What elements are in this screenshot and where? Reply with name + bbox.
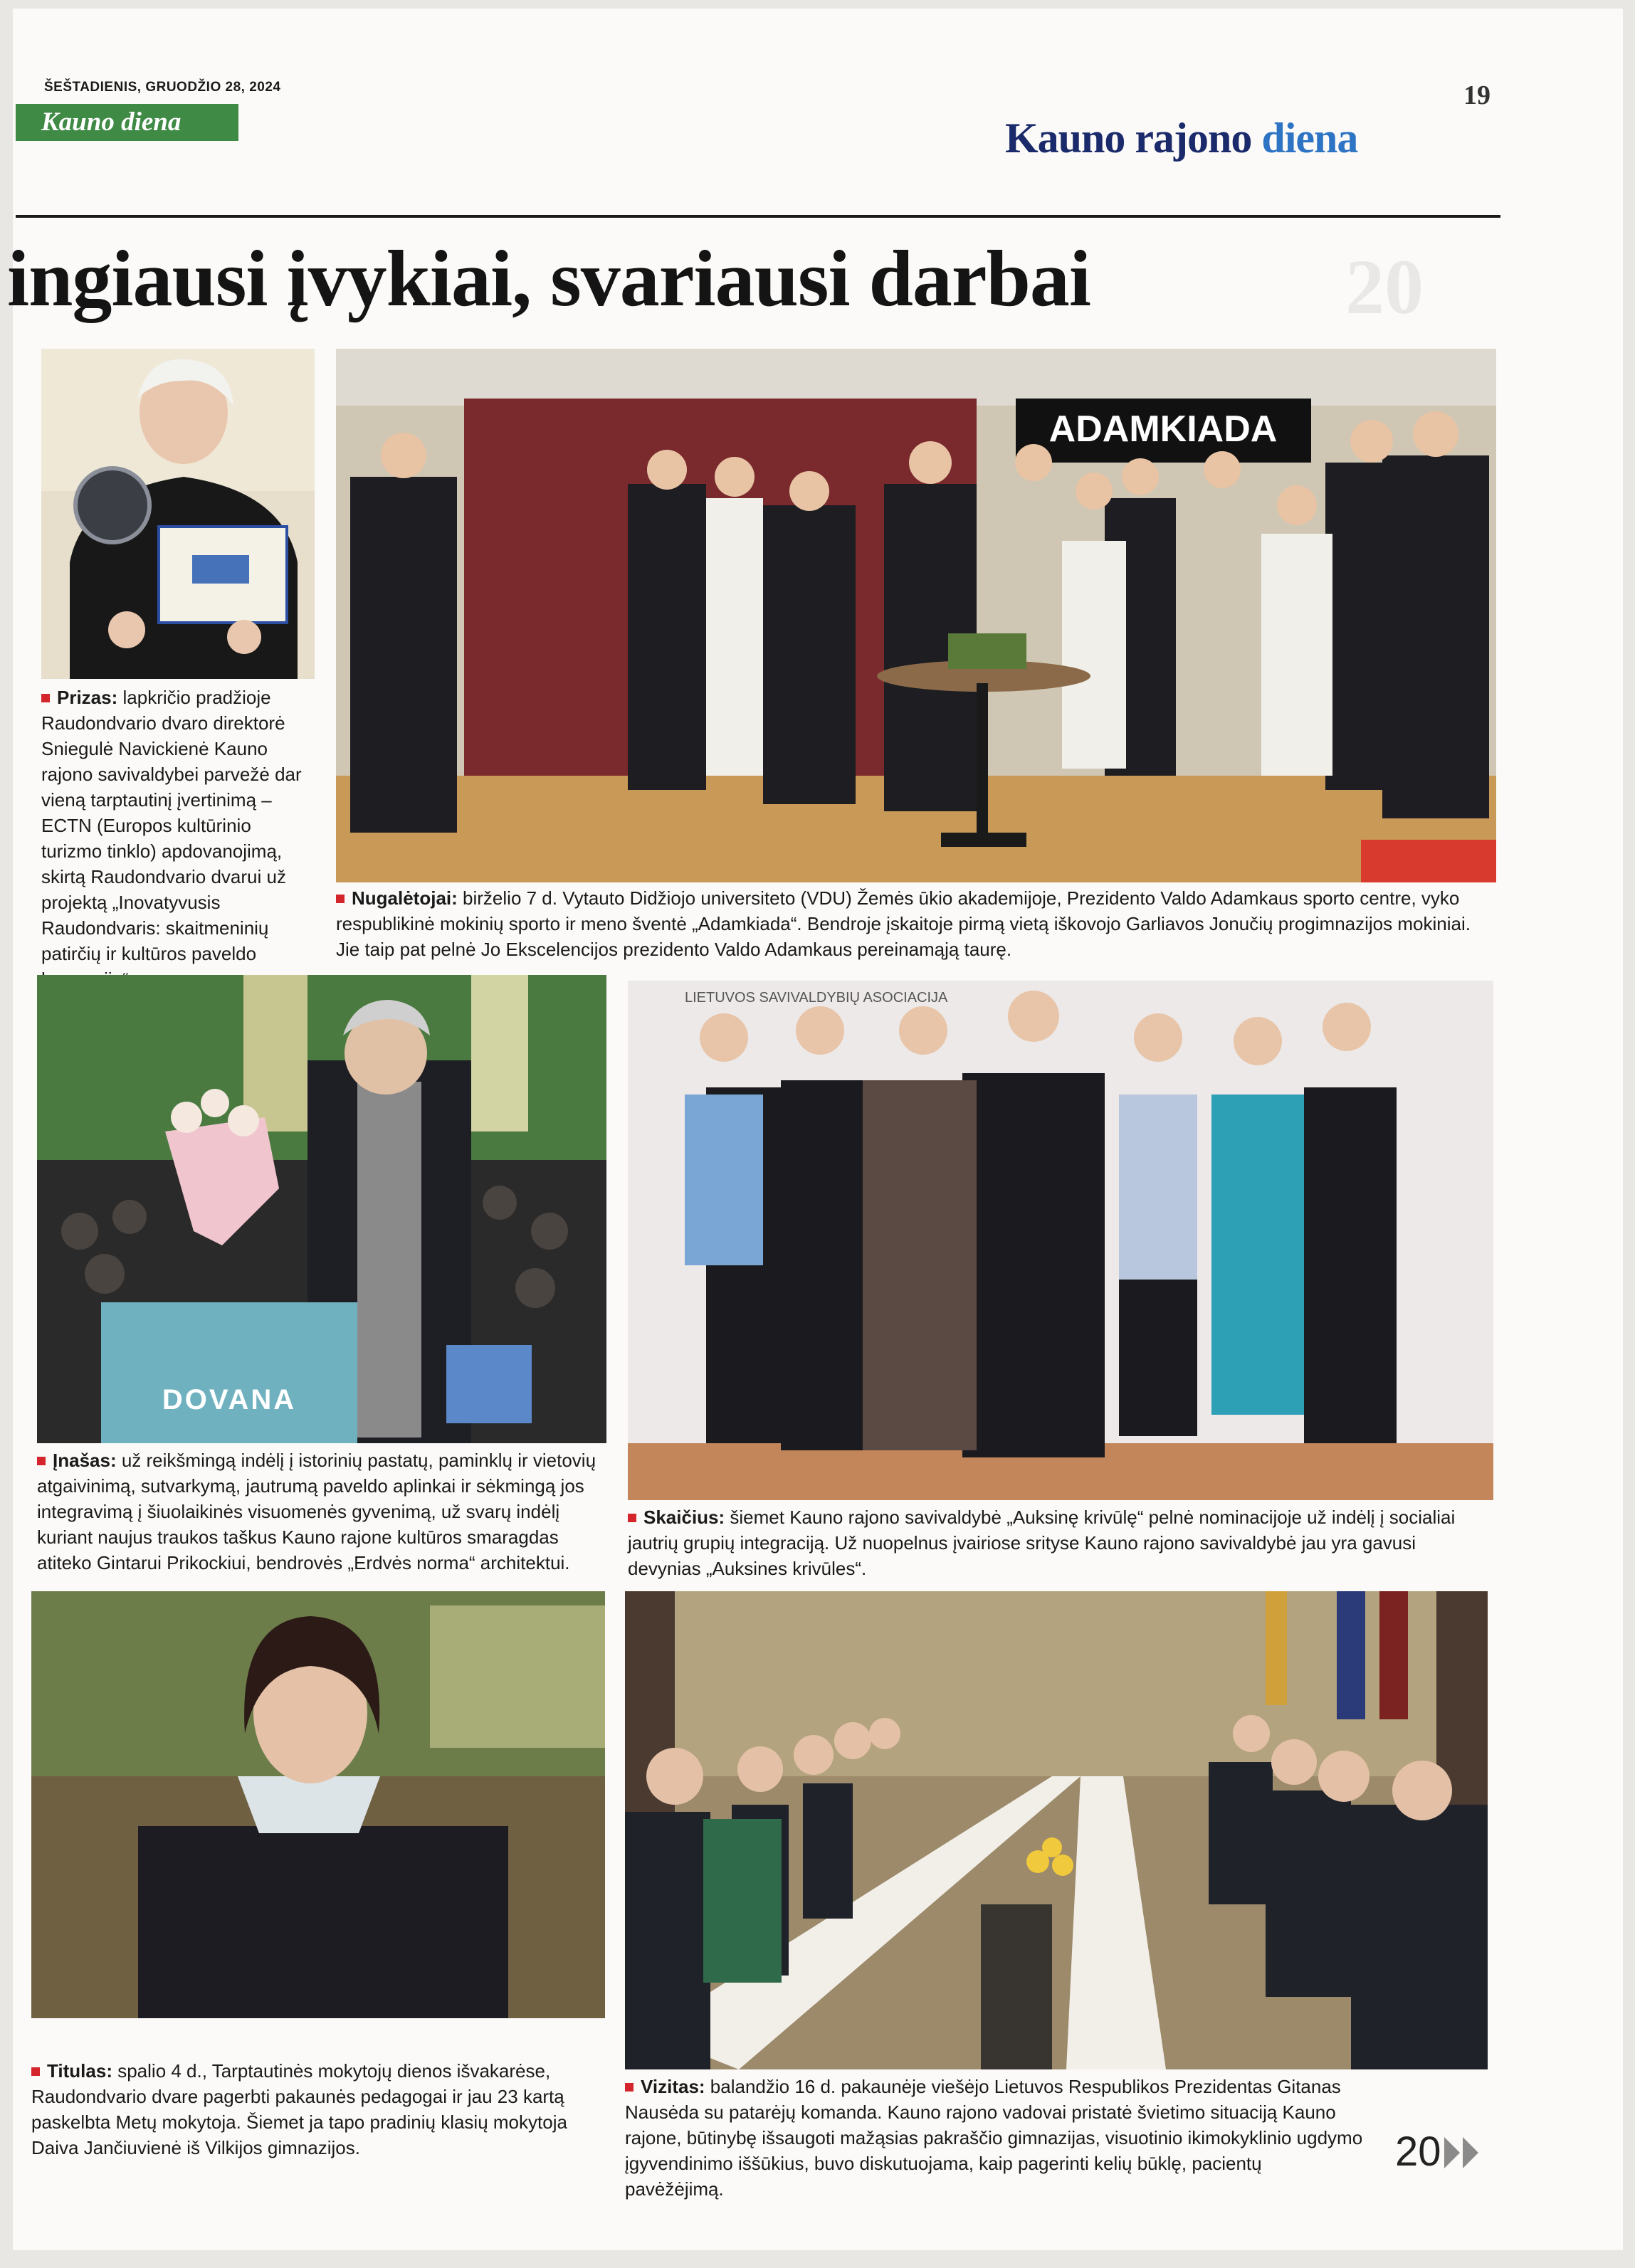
caption-marker (41, 694, 50, 702)
caption-marker (37, 1457, 46, 1465)
continued-on-page (1395, 2128, 1478, 2175)
caption-body: lapkričio pradžioje Raudondvario dvaro direktorė Sniegulė Navickienė Kauno rajono savivaldybei parvežė dar vieną tarptautinį įvertinimą – ECTN (Europos kultūrinio turizmo tinklo) apdovanojimą, skirtą Raudondvario dvarui už projektą „Inovatyvusis Raudondvaris: skaitmeninių patirčių ir kultūros paveldo (41, 687, 302, 964)
header-rule (16, 215, 1500, 218)
page-number: 19 (1463, 80, 1491, 110)
presidential-visit-photo (625, 1591, 1488, 2069)
page-headline: ingiausi įvykiai, svariausi darbai (7, 235, 1090, 323)
award-photo (41, 349, 315, 679)
caption-lead: Titulas: (47, 2060, 112, 2082)
teacher-portrait-photo (31, 1591, 605, 2018)
issue-date: ŠEŠTADIENIS, GRUODŽIO 28, 2024 (44, 80, 281, 95)
section-brand (1005, 114, 1357, 163)
caption-lead: Įnašas: (53, 1450, 117, 1471)
caption-contribution (37, 1447, 606, 1576)
adamkiada-group-photo (336, 349, 1496, 882)
municipality-award-photo (628, 981, 1493, 1500)
caption-title (31, 2058, 605, 2161)
next-page-number: 20 (1395, 2129, 1441, 2175)
caption-body: balandžio 16 d. pakaunėje viešėjo Lietuvos Respublikos Prezidentas Gitanas Nausėda su patarėjų komanda. Kauno rajono vadovai pristatė švietimo situaciją Kauno rajone, būtinybę išsaugoti mažąsias pakraščio gimnazijas, visuotinio ikimokyklinio ugdymo įgyvendinimo iššūkius, buvo diskutuojama, kaip pagerinti kelių būklę, pacientų pavėžėjimą. (625, 2076, 1363, 2200)
caption-number (628, 1504, 1493, 1581)
caption-visit (625, 2074, 1365, 2202)
brand-main: Kauno rajono (1005, 115, 1252, 162)
caption-lead: Nugalėtojai: (352, 887, 458, 909)
caption-marker (625, 2083, 634, 2092)
caption-winners (336, 885, 1496, 962)
adamkiada-banner-text: ADAMKIADA (1048, 408, 1278, 450)
caption-lead: Vizitas: (641, 2076, 705, 2097)
caption-lead: Prizas: (57, 687, 118, 708)
show-through-text: 20 (1345, 243, 1424, 330)
brand-accent: diena (1261, 115, 1358, 162)
dovana-box-text: DOVANA (162, 1384, 297, 1415)
caption-prize (41, 685, 315, 992)
architect-award-photo (37, 975, 606, 1443)
section-label: Kauno diena (16, 104, 238, 141)
chevron-right-icon (1444, 2137, 1460, 2168)
caption-body: spalio 4 d., Tarptautinės mokytojų dienos išvakarėse, Raudondvario dvare pagerbti pakaunės pedagogai ir jau 23 kartą paskelbta Metų mokytoja. Šiemet ja tapo pradinių klasių mokytoja Daiva Jančiuvienė iš Vilkijos gimnazijos. (31, 2060, 567, 2158)
caption-body: birželio 7 d. Vytauto Didžiojo universiteto (VDU) Žemės ūkio akademijoje, Prezidento Valdo Adamkaus sporto centre, vyko respublikinė mokinių sporto ir meno šventė „Adamkiada“. Bendroje įskaitoje pirmą vietą iškovojo Garliavos Jonučių progimnazijos mokiniai. Jie taip pat pelnė Jo Ekscelencijos prezidento Valdo Adamkaus pereinamąją taurę. (336, 887, 1471, 960)
caption-marker (336, 895, 345, 903)
caption-marker (628, 1514, 636, 1522)
caption-body: už reikšmingą indėlį į istorinių pastatų, paminklų ir vietovių atgaivinimą, sutvarkymą, jautrumą paveldo aplinkai ir sėkmingą jos integravimą į šiuolaikinės visuomenės gyvenimą, už svarų indėlį kuriant naujus traukos taškus Kauno rajone kultūros smaragdas atiteko Gintarui Prikockiui, bendrovės „Erdvės norma“ architektui. (37, 1450, 596, 1573)
caption-lead: Skaičius: (643, 1507, 725, 1528)
lsa-banner-text: LIETUVOS SAVIVALDYBIŲ ASOCIACIJA (685, 990, 948, 1006)
caption-marker (31, 2067, 40, 2076)
caption-body: šiemet Kauno rajono savivaldybė „Auksinę krivūlę“ pelnė nominacijoje už indėlį į socialiai jautrių grupių integraciją. Už nuopelnus įvairiose srityse Kauno rajono savivaldybė jau yra gavusi devynias „Auksines krivūles“. (628, 1507, 1456, 1579)
chevron-right-icon (1463, 2137, 1478, 2168)
